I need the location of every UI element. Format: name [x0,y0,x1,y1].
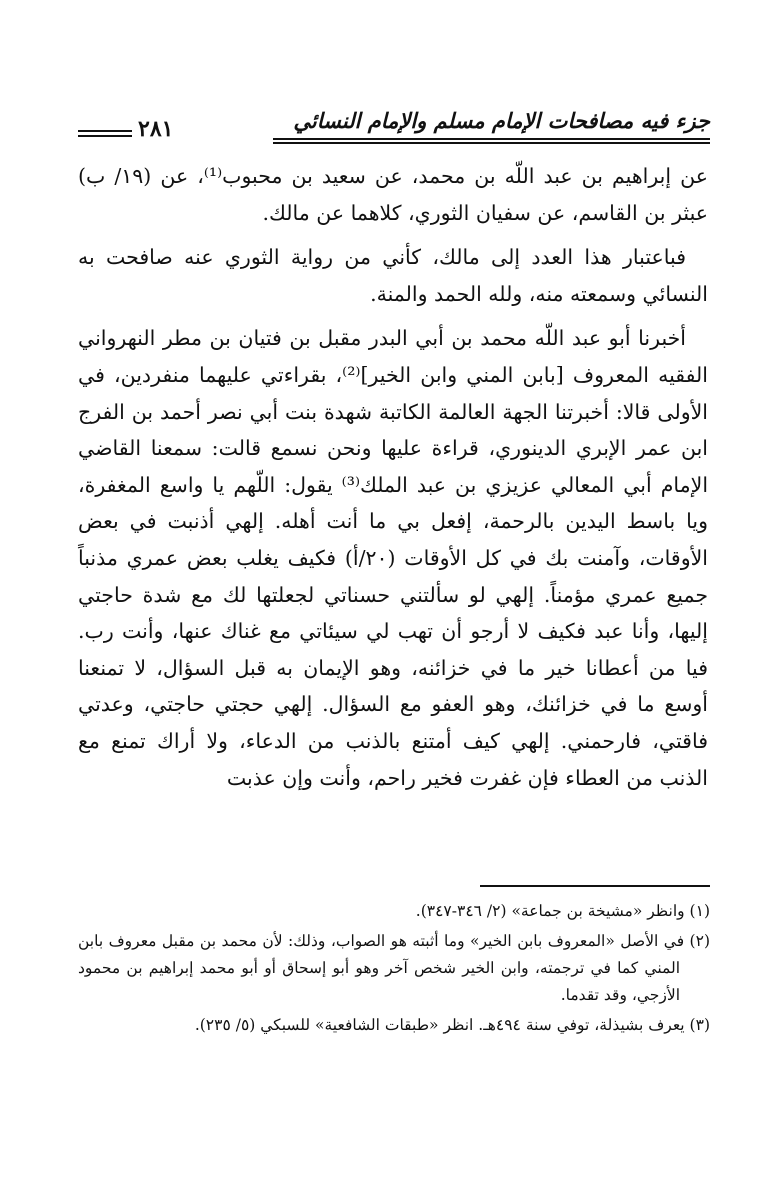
paragraph: عن إبراهيم بن عبد اللّه بن محمد، عن سعيد بن محبوب⁽¹⁾، عن (١٩/ ب) عبثر بن القاسم، عن سفيان الثوري، كلاهما عن مالك. [78,164,708,225]
paragraph: فباعتبار هذا العدد إلى مالك، كأني من رواية الثوري عنه صافحت به النسائي وسمعته منه، ولله الحمد والمنة. [78,245,708,306]
header-title: جزء فيه مصافحات الإمام مسلم والإمام النسائي [293,108,710,133]
main-text [78,158,708,804]
header-rule [273,138,710,140]
header-rule [273,142,710,144]
page-number: ٢٨١ [138,116,174,142]
footnote: (١) وانظر «مشيخة بن جماعة» (٢/ ٣٤٦-٣٤٧). [415,902,710,920]
footnote: (٢) في الأصل «المعروف بابن الخير» وما أثبته هو الصواب، وذلك: لأن محمد بن مقبل معروف بابن المني كما في ترجمته، وابن الخير شخص آخر وهو أبو إسحاق أو أبو محمد إبراهيم بن محمود الأزجي، وقد تقدما. [78,932,710,1004]
footnote: (٣) يعرف بشيذلة، توفي سنة ٤٩٤هـ. انظر «طبقات الشافعية» للسبكي (٥/ ٢٣٥). [194,1016,710,1034]
running-header [78,108,710,144]
paragraph: أخبرنا أبو عبد اللّه محمد بن أبي البدر مقبل بن فتيان بن مطر النهرواني الفقيه المعروف [بابن المني وابن الخير]⁽²⁾، بقراءتي عليهما منفردين، في الأولى قالا: أخبرتنا الجهة العالمة الكاتبة شهدة بنت أبي نصر أحمد بن الفرج ابن عمر الإبري الدينوري، قراءة عليها ونحن نسمع قالت: سمعنا القاضي الإمام أبي المعالي عزيزي بن عبد الملك⁽³⁾ يقول: اللّهم يا واسع المغفرة، ويا باسط اليدين بالرحمة، إفعل بي ما أنت أهله. إلهي أذنبت في بعض الأوقات، وآمنت بك في كل الأوقات (٢٠/أ) فكيف يغلب بعض عمري مذنباً جميع عمري مؤمناً. إلهي لو سألتني حسناتي لجعلتها لك مع شدة حاجتي إليها، وأنا عبد فكيف لا أرجو أن تهب لي سيئاتي مع غناك عنها، وأنت رب. فيا من أعطانا خير ما في خزائنه، وهو الإيمان به قبل السؤال، لا تمنعنا أوسع ما في خزائنك، وهو العفو مع السؤال. إلهي حجتي حاجتي، وعدتي فاقتي، فارحمني. إلهي كيف أمتنع بالذنب من الدعاء، ولا أراك تمنع مع الذنب من العطاء فإن غفرت فخير راحم، وأنت وإن عذبت [78,326,709,790]
page-number-rules [78,130,132,140]
footnotes [78,898,710,1042]
footnote-divider [480,885,710,887]
